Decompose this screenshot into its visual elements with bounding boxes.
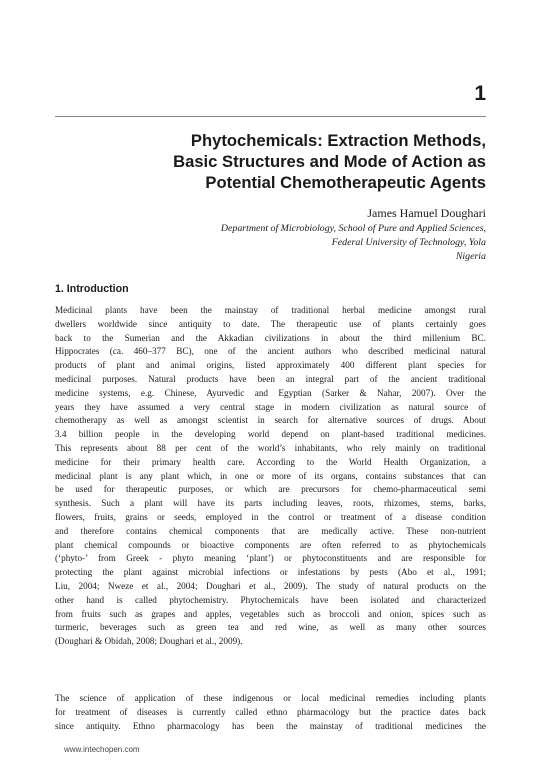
text-line: for treatment of diseases is currently called ethno pharmacology but the practice dates back	[55, 706, 486, 717]
text-line: products of plant and animal origins, listed approximately 400 different plant species for	[55, 360, 486, 371]
author-name: James Hamuel Doughari	[367, 206, 486, 220]
text-line: 3.4 billion people in the developing world depend on plant-based traditional medicines.	[55, 429, 486, 440]
affiliation-line: Nigeria	[455, 251, 486, 262]
text-line: Liu, 2004; Nweze et al., 2004; Doughari et al., 2009). The study of natural products on the	[55, 580, 486, 591]
text-line: (‘phyto-’ from Greek - phyto meaning ‘plant’) or phytoconstituents and are responsible for	[55, 553, 486, 564]
text-line: Hippocrates (ca. 460–377 BC), one of the ancient authors who described medicinal natural	[55, 346, 486, 357]
title-line: Phytochemicals: Extraction Methods,	[190, 131, 486, 150]
title-line: Potential Chemotherapeutic Agents	[205, 173, 486, 192]
title-line: Basic Structures and Mode of Action as	[173, 152, 486, 171]
text-line: since antiquity. Ethno pharmacology has been the mainstay of traditional medicines the	[55, 720, 486, 731]
text-line: medicinal plant is any plant which, in one or more of its organs, contains substances that can	[55, 470, 486, 481]
author-affiliation	[221, 222, 486, 264]
affiliation-line: Department of Microbiology, School of Pure and Applied Sciences,	[220, 223, 486, 234]
chapter-number: 1	[474, 82, 486, 105]
text-line: protecting the plant against microbial infections or infestations by pests (Abo et al., 1991;	[55, 567, 486, 578]
paragraph-introduction	[55, 304, 486, 649]
chapter-title	[86, 130, 486, 193]
text-line: back to the Sumerian and the Akkadian civilizations in about the third millenium BC.	[55, 332, 486, 343]
text-line: This represents about 88 per cent of the world’s inhabitants, who rely mainly on traditional	[55, 442, 486, 453]
text-line: from fruits such as grapes and apples, vegetables such as broccoli and onion, spices such as	[55, 608, 486, 619]
text-line: and therefore contains chemical components that are medically active. These non-nutrient	[55, 525, 486, 536]
text-line: be used for therapeutic purposes, or which are precursors for chemo-pharmaceutical semi	[55, 484, 486, 495]
text-line: chemotherapy as well as amongst scientist in search for alternative sources of drugs. About	[55, 415, 486, 426]
text-line: synthesis. Such a plant will have its parts including leaves, roots, rhizomes, stems, barks,	[55, 498, 486, 509]
header-rule	[55, 116, 486, 117]
footer-url: www.intechopen.com	[64, 745, 140, 754]
text-line: medicine for their primary health care. According to the World Health Organization, a	[55, 456, 486, 467]
text-line: plant chemical compounds or bioactive components are often referred to as phytochemicals	[55, 539, 486, 550]
section-heading: 1. Introduction	[55, 283, 129, 295]
text-line: turmeric, beverages such as green tea and red wine, as well as many other sources	[55, 622, 486, 633]
affiliation-line: Federal University of Technology, Yola	[331, 237, 486, 248]
text-line: other hand is called phytochemistry. Phytochemicals have been isolated and characterized	[55, 594, 486, 605]
text-line: dwellers worldwide since antiquity to date. The therapeutic use of plants certainly goes	[55, 318, 486, 329]
text-line: Medicinal plants have been the mainstay of traditional herbal medicine amongst rural	[55, 305, 486, 315]
paragraph-ethnopharmacology	[55, 692, 486, 733]
text-line: The science of application of these indigenous or local medicinal remedies including plants	[55, 693, 486, 703]
text-line: (Doughari & Obidah, 2008; Doughari et al., 2009).	[55, 636, 243, 647]
text-line: years they have assumed a very central stage in modern civilization as natural source of	[55, 401, 486, 412]
text-line: medicinal purposes. Natural products have been an integral part of the ancient traditional	[55, 373, 486, 384]
text-line: flowers, fruits, grains or seeds, employed in the control or treatment of a disease condition	[55, 511, 486, 522]
text-line: medicine systems, e.g. Chinese, Ayurvedic and Egyptian (Sarker & Nahar, 2007). Over the	[55, 387, 486, 398]
